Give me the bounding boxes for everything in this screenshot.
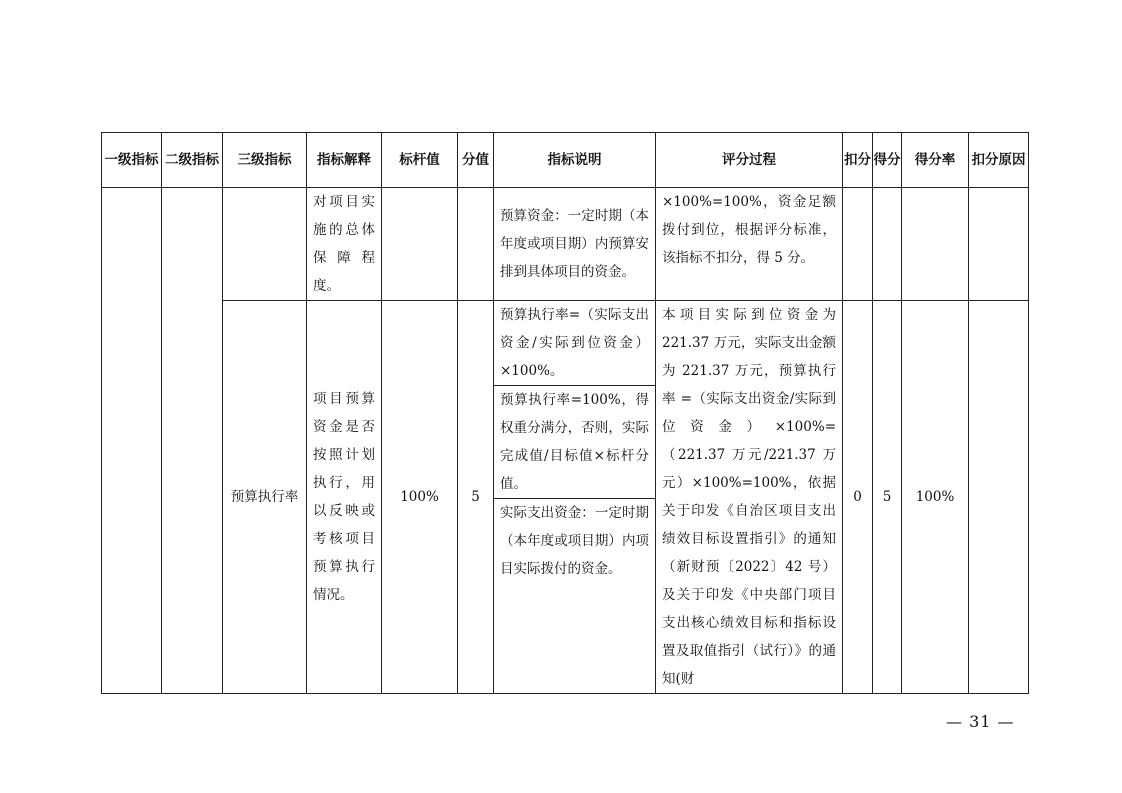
header-score-value: 分值: [458, 133, 494, 188]
explanation-text: 项目预算资金是否按照计划执行，用以反映或考核项目预算执行情况。: [313, 391, 375, 603]
cell-level3: [223, 301, 307, 694]
header-level1: 一级指标: [102, 133, 162, 188]
description-rule: 预算执行率=100%，得权重分满分，否则，实际完成值/目标值×标杆分值。: [494, 386, 655, 499]
page-number: — 31 —: [946, 712, 1015, 731]
cell-level3: [223, 188, 307, 301]
cell-score-value: 5: [458, 301, 494, 694]
cell-rate: 100%: [902, 301, 969, 694]
table-row: [102, 301, 1029, 694]
cell-rate: [902, 188, 969, 301]
cell-deduct: 0: [843, 301, 873, 694]
cell-level2: [162, 188, 223, 694]
cell-level1: [102, 188, 162, 694]
cell-got: [873, 188, 902, 301]
cell-description: [494, 188, 656, 301]
header-row: [102, 133, 1029, 188]
description-stack: [494, 301, 655, 583]
process-text: ×100%=100%，资金足额拨付到位，根据评分标准，该指标不扣分，得 5 分。: [662, 194, 836, 266]
header-process: 评分过程: [656, 133, 843, 188]
header-reason: 扣分原因: [969, 133, 1029, 188]
cell-process: [656, 301, 843, 694]
header-description: 指标说明: [494, 133, 656, 188]
header-explanation: 指标解释: [307, 133, 382, 188]
header-level3: 三级指标: [223, 133, 307, 188]
cell-explanation: [307, 188, 382, 301]
header-benchmark: 标杆值: [382, 133, 458, 188]
process-text: 本项目实际到位资金为 221.37 万元，实际支出金额为 221.37 万元，预算执行率 =（实际支出资金/实际到位资金）×100%=（221.37 万元/221.37 万元）×100%=100%，依据关于印发《自治区项目支出绩效目标设置指引》的通知（新财预〔2022〕42 号）及关于印发《中央部门项目支出核心绩效目标和指标设置及取值指引（试行）》的通知(财: [662, 307, 836, 687]
level3-text: 预算执行率: [230, 489, 299, 505]
cell-explanation: [307, 301, 382, 694]
cell-score-value: [458, 188, 494, 301]
header-level2: 二级指标: [162, 133, 223, 188]
description-definition-text: 实际支出资金：一定时期（本年度或项目期）内项目实际拨付的资金。: [500, 505, 649, 577]
table-row: [102, 188, 1029, 301]
description-text: 预算资金：一定时期（本年度或项目期）内预算安排到具体项目的资金。: [500, 208, 649, 280]
description-formula: 预算执行率=（实际支出资金/实际到位资金）×100%。: [494, 301, 655, 386]
cell-description: [494, 301, 656, 694]
explanation-text: 对项目实施的总体保障程度。: [313, 194, 375, 294]
header-got: 得分: [873, 133, 902, 188]
cell-process: [656, 188, 843, 301]
header-rate: 得分率: [902, 133, 969, 188]
header-deduct: 扣分: [843, 133, 873, 188]
cell-benchmark: [382, 188, 458, 301]
cell-reason: [969, 188, 1029, 301]
cell-deduct: [843, 188, 873, 301]
evaluation-table: [101, 132, 1029, 694]
cell-got: 5: [873, 301, 902, 694]
cell-reason: [969, 301, 1029, 694]
description-definition: [494, 499, 655, 583]
cell-benchmark: 100%: [382, 301, 458, 694]
